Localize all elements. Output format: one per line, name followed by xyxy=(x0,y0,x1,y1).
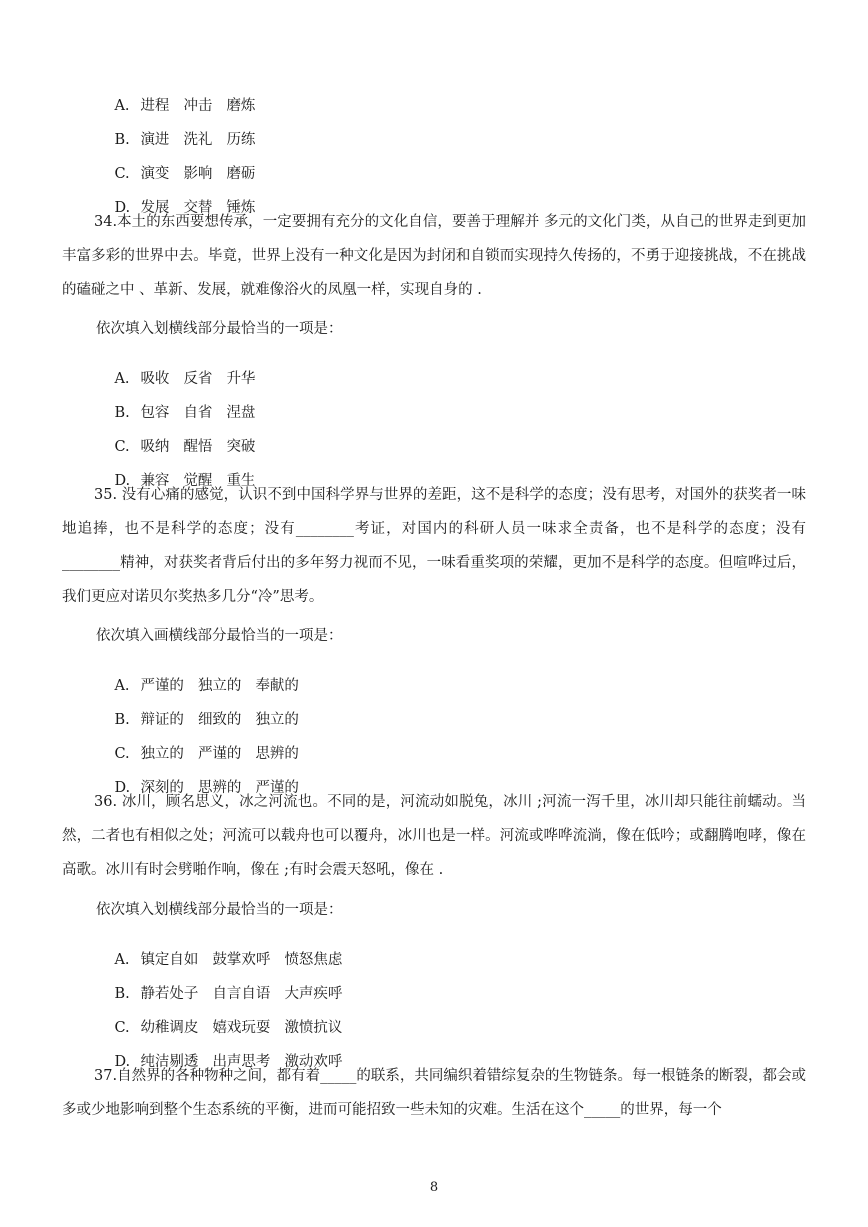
q36-stem xyxy=(62,785,806,887)
option-word: 严谨的 xyxy=(140,678,184,694)
option-word: 细致的 xyxy=(197,712,242,728)
option-word: 重生 xyxy=(226,473,256,489)
option-word: 洗礼 xyxy=(183,132,213,148)
option-word: 进程 xyxy=(140,98,170,114)
q35-prompt: 依次填入画横线部分最恰当的一项是： xyxy=(96,628,343,644)
option-word: 冲击 xyxy=(183,98,213,114)
option-word: 独立的 xyxy=(255,712,299,728)
option-word: 出声思考 xyxy=(212,1054,271,1070)
q35-text: 35. 没有心痛的感觉，认识不到中国科学界与世界的差距，这不是科学的态度；没有思考，对国外的获奖者一味地追捧，也不是科学的态度；没有________考证，对国内的科研人员一味求全责备，也不是科学的态度；没有________精神，对获奖者背后付出的多年努力视而不见，一味看重奖项的荣耀，更加不是科学的态度。但喧哗过后，我们更应对诺贝尔奖热多几分“冷”思考。 xyxy=(62,487,806,605)
option-word: 幼稚调皮 xyxy=(140,1020,199,1036)
q34-prompt: 依次填入划横线部分最恰当的一项是： xyxy=(96,321,343,337)
option-letter: A. xyxy=(114,98,130,114)
option-word: 历练 xyxy=(226,132,256,148)
option-word: 反省 xyxy=(183,371,213,387)
option-word: 自省 xyxy=(183,405,213,421)
option-word: 突破 xyxy=(226,439,256,455)
option-word: 觉醒 xyxy=(183,473,213,489)
page-number: 8 xyxy=(429,1180,439,1195)
q34-stem xyxy=(62,205,806,307)
q37-text: 37.自然界的各种物种之间，都有着_____的联系，共同编织着错综复杂的生物链条。每一根链条的断裂，都会或多或少地影响到整个生态系统的平衡，进而可能招致一些未知的灾难。生活在这个_____的世界，每一个 xyxy=(62,1068,806,1118)
option-word: 独立的 xyxy=(197,678,242,694)
q37-stem xyxy=(62,1059,806,1127)
option-word: 镇定自如 xyxy=(140,952,199,968)
option-word: 辩证的 xyxy=(140,712,184,728)
option-word: 吸纳 xyxy=(140,439,170,455)
option-word: 磨炼 xyxy=(226,98,256,114)
option-word: 严谨的 xyxy=(255,780,299,796)
q35-stem xyxy=(62,478,806,614)
option-word: 独立的 xyxy=(140,746,184,762)
option-letter: B. xyxy=(114,986,130,1002)
option-word: 锤炼 xyxy=(226,200,256,216)
option-letter: D. xyxy=(114,473,131,489)
option-word: 发展 xyxy=(140,200,170,216)
option-word: 自言自语 xyxy=(212,986,271,1002)
option-word: 激动欢呼 xyxy=(284,1054,343,1070)
option-word: 思辨的 xyxy=(255,746,299,762)
option-word: 深刻的 xyxy=(140,780,184,796)
option-word: 严谨的 xyxy=(197,746,242,762)
option-letter: C. xyxy=(114,746,130,762)
option-word: 大声疾呼 xyxy=(284,986,343,1002)
option-word: 奉献的 xyxy=(255,678,299,694)
q36-text: 36. 冰川，顾名思义，冰之河流也。不同的是，河流动如脱兔，冰川 ;河流一泻千里，冰川却只能往前蠕动。当然，二者也有相似之处；河流可以载舟也可以覆舟，冰川也是一样。河流或哗哗流淌，像在低吟；或翻腾咆哮，像在高歌。冰川有时会劈啪作响，像在 ;有时会震天怒吼，像在 . xyxy=(62,794,806,878)
option-word: 磨砺 xyxy=(226,166,256,182)
option-word: 吸收 xyxy=(140,371,170,387)
option-letter: D. xyxy=(114,780,131,796)
option-letter: D. xyxy=(114,1054,131,1070)
option-letter: B. xyxy=(114,132,130,148)
option-letter: C. xyxy=(114,166,130,182)
option-letter: A. xyxy=(114,678,130,694)
option-letter: C. xyxy=(114,439,130,455)
option-word: 包容 xyxy=(140,405,170,421)
option-word: 纯洁剔透 xyxy=(140,1054,199,1070)
option-word: 影响 xyxy=(183,166,213,182)
option-word: 愤怒焦虑 xyxy=(284,952,343,968)
option-letter: A. xyxy=(114,952,130,968)
option-word: 演进 xyxy=(140,132,170,148)
option-word: 涅盘 xyxy=(226,405,256,421)
option-word: 激愤抗议 xyxy=(284,1020,343,1036)
option-word: 交替 xyxy=(183,200,213,216)
option-word: 演变 xyxy=(140,166,170,182)
q34-text: 34.本土的东西要想传承，一定要拥有充分的文化自信，要善于理解并 多元的文化门类，从自己的世界走到更加丰富多彩的世界中去。毕竟，世界上没有一种文化是因为封闭和自锁而实现持久传扬的，不勇于迎接挑战，不在挑战的磕碰之中 、革新、发展，就难像浴火的凤凰一样，实现自身的 . xyxy=(62,214,806,298)
option-word: 兼容 xyxy=(140,473,170,489)
option-letter: C. xyxy=(114,1020,130,1036)
option-word: 升华 xyxy=(226,371,256,387)
option-word: 醒悟 xyxy=(183,439,213,455)
option-word: 鼓掌欢呼 xyxy=(212,952,271,968)
option-letter: B. xyxy=(114,405,130,421)
option-word: 思辨的 xyxy=(197,780,242,796)
q36-prompt: 依次填入划横线部分最恰当的一项是： xyxy=(96,902,343,918)
option-word: 静若处子 xyxy=(140,986,199,1002)
option-letter: B. xyxy=(114,712,130,728)
option-word: 嬉戏玩耍 xyxy=(212,1020,271,1036)
option-letter: D. xyxy=(114,200,131,216)
option-letter: A. xyxy=(114,371,130,387)
